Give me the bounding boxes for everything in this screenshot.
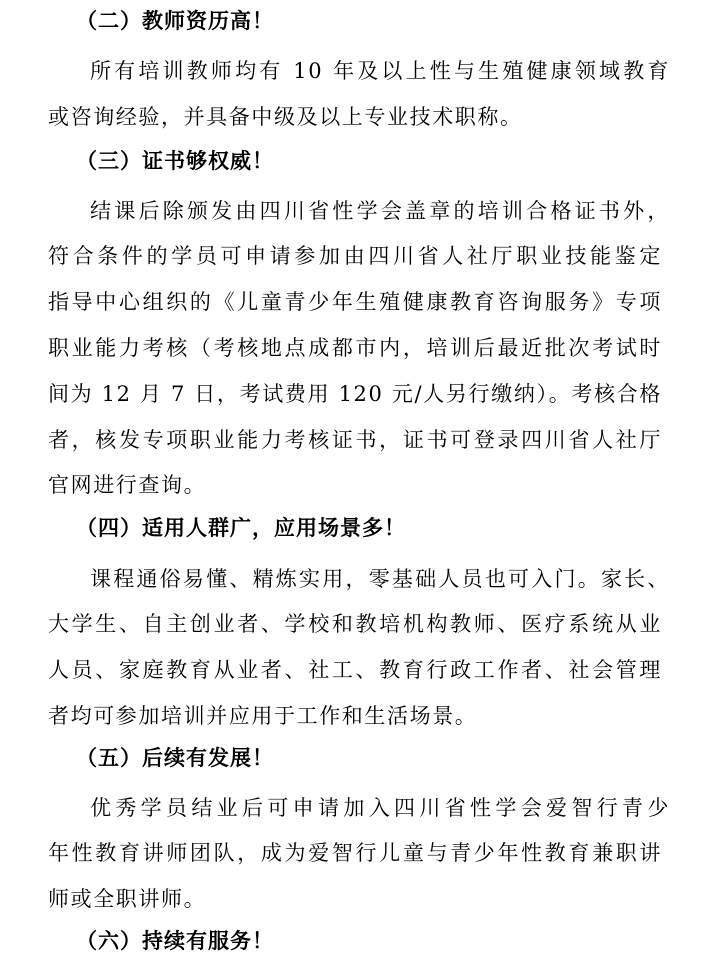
paragraph-line: 者均可参加培训并应用于工作和生活场景。: [48, 704, 478, 728]
section-heading-service: （六）持续有服务！: [76, 929, 274, 953]
paragraph-line: 者，核发专项职业能力考核证书，证书可登录四川省人社厅: [48, 428, 662, 452]
paragraph-line: 师或全职讲师。: [48, 887, 207, 911]
paragraph-line: 年性教育讲师团队，成为爱智行儿童与青少年性教育兼职讲: [48, 841, 662, 865]
section-heading-certificate: （三）证书够权威！: [76, 149, 274, 173]
paragraph-line: 间为 12 月 7 日，考试费用 120 元/人另行缴纳）。考核合格: [48, 382, 662, 406]
paragraph-line: 所有培训教师均有 10 年及以上性与生殖健康领域教育: [90, 59, 670, 83]
paragraph-line: 指导中心组织的《儿童青少年生殖健康教育咨询服务》专项: [48, 290, 662, 314]
paragraph-line: 课程通俗易懂、精炼实用，零基础人员也可入门。家长、: [90, 567, 670, 591]
paragraph-line: 符合条件的学员可申请参加由四川省人社厅职业技能鉴定: [48, 244, 662, 268]
paragraph-line: 大学生、自主创业者、学校和教培机构教师、医疗系统从业: [48, 612, 662, 636]
paragraph-line: 官网进行查询。: [48, 473, 207, 497]
paragraph-line: 结课后除颁发由四川省性学会盖章的培训合格证书外，: [90, 199, 670, 223]
paragraph-line: 职业能力考核（考核地点成都市内，培训后最近批次考试时: [48, 336, 662, 360]
section-heading-development: （五）后续有发展！: [76, 746, 274, 770]
paragraph-line: 优秀学员结业后可申请加入四川省性学会爱智行青少: [90, 796, 670, 820]
section-heading-audience: （四）适用人群广，应用场景多！: [76, 516, 406, 540]
paragraph-line: 或咨询经验，并具备中级及以上专业技术职称。: [48, 105, 523, 129]
paragraph-line: 人员、家庭教育从业者、社工、教育行政工作者、社会管理: [48, 658, 662, 682]
section-heading-teachers: （二）教师资历高！: [76, 9, 274, 33]
